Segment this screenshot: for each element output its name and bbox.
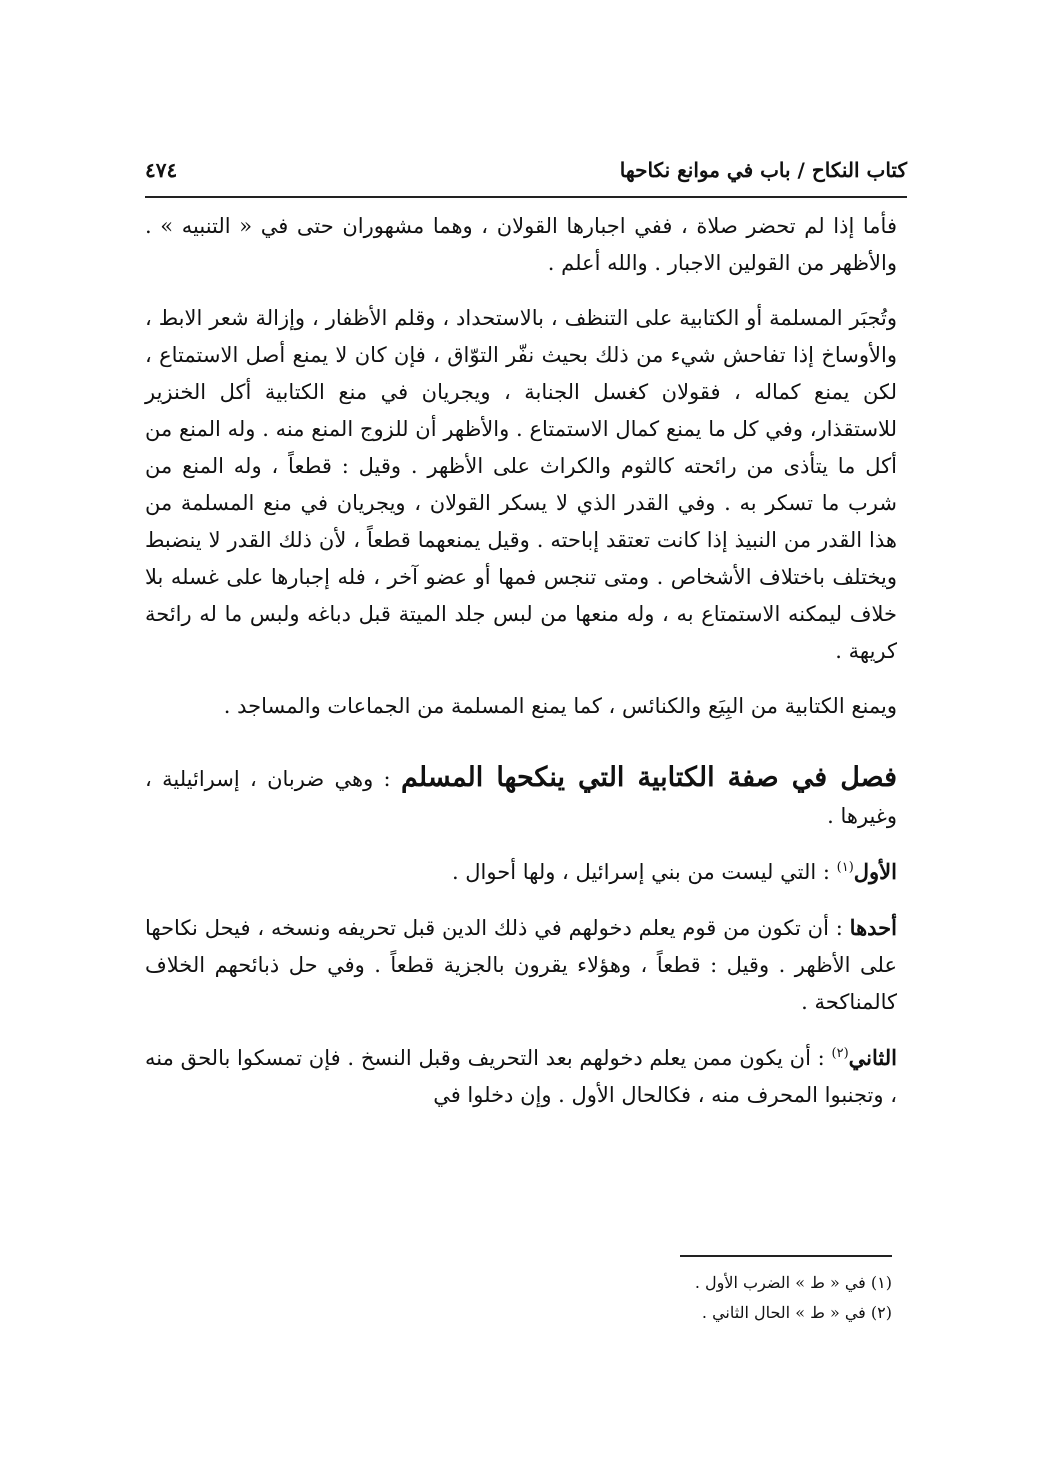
running-header <box>145 150 907 190</box>
page-number: ٤٧٤ <box>145 158 178 182</box>
main-text <box>145 208 897 1114</box>
paragraph-second <box>145 1039 897 1114</box>
second-text: : أن يكون ممن يعلم دخولهم بعد التحريف وقبل النسخ . فإن تمسكوا بالحق منه ، وتجنبوا المحرف منه ، فكالحال الأول . وإن دخلوا في <box>145 1046 897 1107</box>
footnote-2: (٢) في « ط » الحال الثاني . <box>701 1303 892 1322</box>
paragraph-first-kind <box>145 853 897 891</box>
paragraph: وتُجبَر المسلمة أو الكتابية على التنظف ، بالاستحداد ، وقلم الأظفار ، وإزالة شعر الابط ، والأوساخ إذا تفاحش شيء من ذلك بحيث نفّر التوّاق ، فإن كان لا يمنع أصل الاستمتاع ، لكن يمنع كماله ، فقولان كغسل الجنابة ، ويجريان في منع الكتابية أكل الخنزير للاستقذار، وفي كل ما يمنع كمال الاستمتاع . والأظهر أن للزوج المنع منه . وله المنع من أكل ما يتأذى من رائحته كالثوم والكراث على الأظهر . وقيل : قطعاً ، وله المنع من شرب ما تسكر به . وفي القدر الذي لا يسكر القولان ، ويجريان في منع المسلمة من هذا القدر من النبيذ إذا كانت تعتقد إباحته . وقيل يمنعهما قطعاً ، لأن ذلك القدر لا ينضبط ويختلف باختلاف الأشخاص . ومتى تنجس فمها أو عضو آخر ، فله إجبارها على غسله بلا خلاف ليمكنه الاستمتاع به ، وله منعها من لبس جلد الميتة قبل دباغه ولبس ما له رائحة كريهة . <box>145 306 897 663</box>
first-lead: الأول <box>853 859 897 884</box>
paragraph: فأما إذا لم تحضر صلاة ، ففي اجبارها القولان ، وهما مشهوران حتى في « التنبيه » . والأظهر من القولين الاجبار . والله أعلم . <box>145 214 897 275</box>
header-rule <box>145 196 907 198</box>
second-lead: الثاني <box>848 1045 897 1070</box>
section-intro: : وهي ضربان ، إسرائيلية ، وغيرها . <box>145 767 897 828</box>
state-one-lead: أحدها <box>849 915 897 940</box>
first-text: : التي ليست من بني إسرائيل ، ولها أحوال . <box>451 860 830 884</box>
paragraph: ويمنع الكتابية من البِيَع والكنائس ، كما يمنع المسلمة من الجماعات والمساجد . <box>223 694 897 718</box>
section-title: فصل في صفة الكتابية التي ينكحها المسلم <box>400 762 897 793</box>
footnotes <box>392 1268 892 1328</box>
chapter-title: كتاب النكاح / باب في موانع نكاحها <box>619 158 907 182</box>
footnote-marker-1: (١) <box>836 860 854 875</box>
footnote-rule <box>680 1255 892 1257</box>
footnote-1: (١) في « ط » الضرب الأول . <box>694 1273 892 1292</box>
state-one-text: : أن تكون من قوم يعلم دخولهم في ذلك الدين قبل تحريفه ونسخه ، فيحل نكاحها على الأظهر . وقيل : قطعاً ، وهؤلاء يقرون بالجزية قطعاً . وفي حل ذبائحهم الخلاف كالمناكحة . <box>145 916 897 1014</box>
footnote-marker-2: (٢) <box>831 1046 849 1061</box>
paragraph-state-one <box>145 909 897 1021</box>
section-heading <box>145 759 897 835</box>
